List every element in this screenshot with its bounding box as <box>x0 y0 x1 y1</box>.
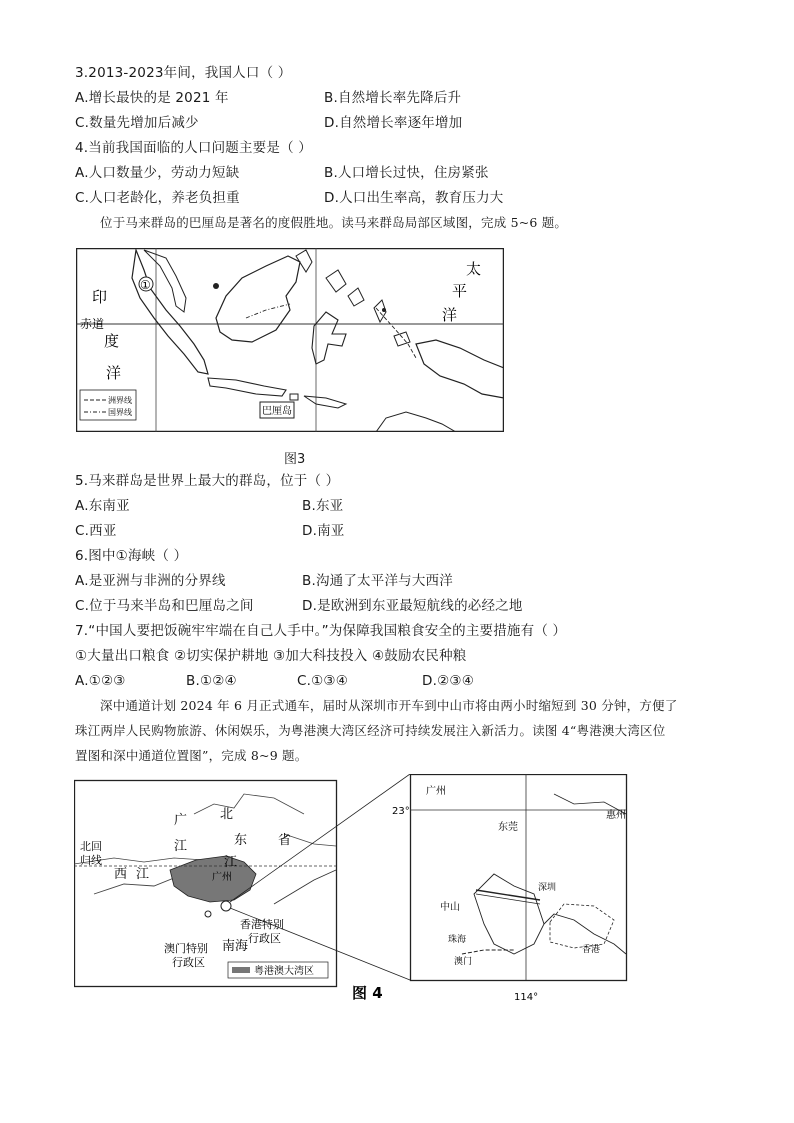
label-indian-ocean-1: 印 <box>92 288 108 306</box>
label-tropic-2: 归线 <box>80 854 102 867</box>
label-south-sea: 南海 <box>222 939 249 954</box>
inset-label-zhuhai: 珠海 <box>448 935 467 945</box>
intro-paragraph-2-line-2: 珠江两岸人民购物旅游、休闲娱乐，为粤港澳大湾区经济可持续发展注入新活力。读图 4“粤港澳大湾区位 <box>75 723 666 738</box>
label-xi: 西 <box>114 867 128 882</box>
q6-option-c: C.位于马来半岛和巴厘岛之间 <box>75 598 254 614</box>
q3-option-b: B.自然增长率先降后升 <box>324 90 462 106</box>
label-hongkong-1: 香港特别 <box>240 918 284 931</box>
inset-label-zhongshan: 中山 <box>440 902 460 913</box>
label-pacific-1: 太 <box>466 260 482 278</box>
inset-label-macau: 澳门 <box>454 957 473 967</box>
label-lat-23: 23° <box>392 806 410 817</box>
q6-option-b: B.沟通了太平洋与大西洋 <box>302 573 453 589</box>
q7-option-c: C.①③④ <box>297 673 349 689</box>
legend-greater-bay-area: 粤港澳大湾区 <box>254 966 314 977</box>
q6-option-d: D.是欧洲到东亚最短航线的必经之地 <box>302 598 523 614</box>
q7-items: ①大量出口粮食 ②切实保护耕地 ③加大科技投入 ④鼓励农民种粮 <box>75 648 467 664</box>
greater-bay-area-map <box>74 774 724 1002</box>
label-tropic-1: 北回 <box>80 840 102 853</box>
label-indian-ocean-2: 度 <box>104 332 120 350</box>
intro-paragraph-1: 位于马来群岛的巴厘岛是著名的度假胜地。读马来群岛局部区域图，完成 5~6 题。 <box>100 215 568 230</box>
intro-paragraph-2-line-1: 深中通道计划 2024 年 6 月正式通车，届时从深圳市开车到中山市将由两小时缩短到 30 分钟，方便了 <box>100 698 678 713</box>
figure-4-caption: 图 4 <box>352 984 383 1002</box>
q5-option-c: C.西亚 <box>75 523 117 539</box>
label-hongkong-2: 行政区 <box>248 932 281 945</box>
malay-archipelago-map <box>76 248 504 432</box>
label-lon-114: 114° <box>514 992 539 1002</box>
q5-option-d: D.南亚 <box>302 523 345 539</box>
q3-option-a: A.增长最快的是 2021 年 <box>75 90 229 106</box>
q5-stem: 5.马来群岛是世界上最大的群岛，位于（ ） <box>75 473 340 489</box>
inset-label-hongkong: 香港 <box>582 945 601 955</box>
q4-stem: 4.当前我国面临的人口问题主要是（ ） <box>75 140 312 156</box>
legend-continent-line: 洲界线 <box>108 396 132 405</box>
q7-option-a: A.①②③ <box>75 673 126 689</box>
label-jiang-3: 江 <box>136 867 150 882</box>
q7-option-d: D.②③④ <box>422 673 474 689</box>
marker-strait-1: ① <box>140 278 151 292</box>
q3-option-d: D.自然增长率逐年增加 <box>324 115 463 131</box>
label-jiang-2: 江 <box>224 855 238 870</box>
inset-label-dongguan: 东莞 <box>498 822 518 833</box>
label-guangzhou-small: 广州 <box>212 872 232 883</box>
label-pacific-3: 洋 <box>442 306 458 324</box>
q3-stem: 3.2013-2023年间，我国人口（ ） <box>75 65 292 81</box>
q4-option-a: A.人口数量少，劳动力短缺 <box>75 165 240 181</box>
label-bali: 巴厘岛 <box>262 406 292 417</box>
q7-stem: 7.“中国人要把饭碗牢牢端在自己人手中。”为保障我国粮食安全的主要措施有（ ） <box>75 623 567 639</box>
label-macau-1: 澳门特别 <box>164 942 208 955</box>
label-macau-2: 行政区 <box>172 956 205 969</box>
q5-option-a: A.东南亚 <box>75 498 130 514</box>
inset-label-huizhou: 惠州 <box>606 810 626 821</box>
q4-option-b: B.人口增长过快，住房紧张 <box>324 165 489 181</box>
label-bei: 北 <box>220 807 234 822</box>
q6-stem: 6.图中①海峡（ ） <box>75 548 188 564</box>
inset-label-guangzhou: 广州 <box>426 786 446 797</box>
figure-3-caption: 图3 <box>284 452 306 467</box>
label-dong: 东 <box>234 833 248 848</box>
q7-option-b: B.①②④ <box>186 673 237 689</box>
intro-paragraph-2-line-3: 置图和深中通道位置图”，完成 8~9 题。 <box>75 748 308 763</box>
label-indian-ocean-3: 洋 <box>106 364 122 382</box>
label-jiang-1: 江 <box>174 839 188 854</box>
label-sheng: 省 <box>278 833 292 848</box>
inset-label-shenzhen: 深圳 <box>538 883 557 893</box>
q4-option-d: D.人口出生率高，教育压力大 <box>324 190 504 206</box>
q3-option-c: C.数量先增加后减少 <box>75 115 199 131</box>
label-equator: 赤道 <box>80 317 105 331</box>
q5-option-b: B.东亚 <box>302 498 344 514</box>
label-pacific-2: 平 <box>452 282 468 300</box>
legend-country-line: 国界线 <box>108 408 132 417</box>
q4-option-c: C.人口老龄化，养老负担重 <box>75 190 240 206</box>
q6-option-a: A.是亚洲与非洲的分界线 <box>75 573 226 589</box>
label-guang: 广 <box>174 813 188 828</box>
